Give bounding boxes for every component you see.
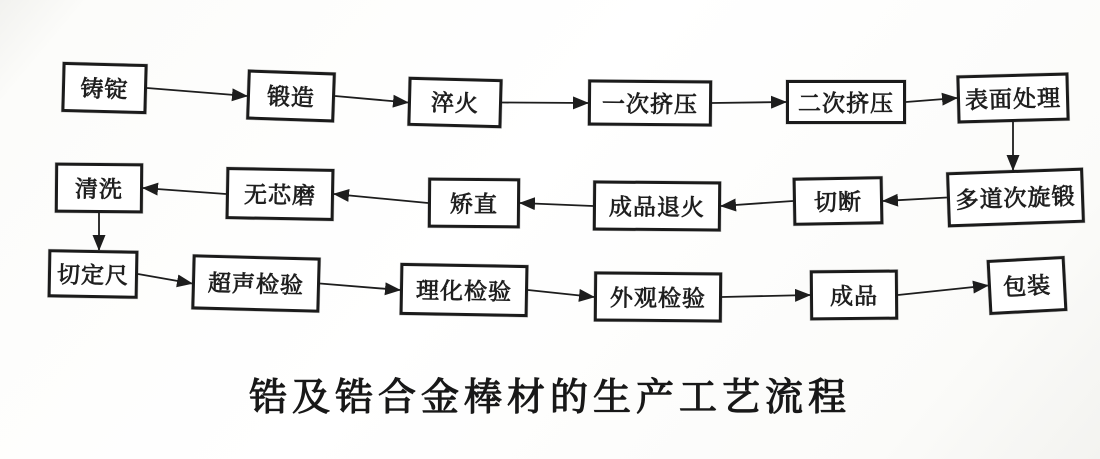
flow-node-cutting: [793, 176, 884, 226]
flow-node-label: 外观检验: [609, 285, 707, 311]
flow-arrow-cast-ingot-to-forging: [147, 88, 247, 96]
flow-arrow-visual-inspection-to-finished-product: [722, 295, 810, 297]
flow-node-label: 成品: [829, 283, 879, 309]
flow-node-label: 一次挤压: [601, 91, 699, 117]
flow-arrow-quenching-to-first-extrusion: [502, 103, 588, 104]
diagram-title: 锆及锆合金棒材的生产工艺流程: [248, 377, 851, 419]
flow-arrow-finished-product-to-packaging: [898, 286, 988, 296]
flow-arrow-first-extrusion-to-second-extrusion: [712, 102, 786, 103]
flow-node-ultrasonic-inspection: [191, 254, 320, 312]
flow-node-product-annealing: [593, 180, 721, 231]
flow-node-label: 成品退火: [608, 194, 706, 220]
flow-node-label: 多道次旋锻: [955, 183, 1076, 214]
flow-arrow-multi-pass-swaging-to-cutting: [883, 198, 947, 202]
flow-node-label: 切定尺: [56, 261, 130, 289]
flow-node-surface-treatment: [956, 73, 1069, 124]
flow-arrow-cut-to-length-to-ultrasonic-inspection: [138, 274, 192, 284]
flow-arrow-second-extrusion-to-surface-treatment: [906, 98, 957, 102]
flow-node-label: 锻造: [266, 83, 316, 111]
flow-node-label: 淬火: [430, 90, 480, 117]
flow-node-cleaning: [55, 163, 143, 214]
flow-node-label: 矫直: [449, 191, 499, 217]
flow-node-label: 二次挤压: [798, 90, 894, 116]
flow-node-label: 切断: [813, 189, 863, 215]
flow-node-straightening: [428, 178, 520, 229]
flow-node-label: 表面处理: [964, 85, 1062, 113]
flow-arrow-straightening-to-centerless-grinding: [334, 194, 428, 203]
flow-node-physical-chemical-inspection: [400, 263, 529, 317]
flow-node-multi-pass-swaging: [946, 168, 1085, 228]
flow-node-label: 清洗: [74, 176, 124, 202]
flow-arrow-centerless-grinding-to-cleaning: [143, 188, 226, 194]
flow-node-label: 超声检验: [207, 270, 305, 299]
flow-node-first-extrusion: [588, 79, 712, 126]
flow-node-quenching: [407, 77, 502, 128]
flow-node-forging: [246, 69, 336, 122]
flow-node-cut-to-length: [48, 249, 139, 299]
flow-arrow-physical-chemical-inspection-to-visual-inspection: [528, 290, 594, 297]
flow-arrow-cutting-to-product-annealing: [721, 201, 793, 206]
flow-node-visual-inspection: [594, 271, 722, 322]
flow-arrow-forging-to-quenching: [335, 96, 408, 103]
flow-node-label: 铸锭: [80, 75, 129, 103]
flow-node-label: 无芯磨: [243, 181, 317, 209]
flow-node-label: 理化检验: [415, 277, 513, 305]
flow-arrow-ultrasonic-inspection-to-physical-chemical-inspection: [320, 284, 400, 291]
flow-node-label: 包装: [1002, 272, 1052, 301]
flow-node-cast-ingot: [61, 62, 147, 114]
flow-node-second-extrusion: [786, 80, 906, 124]
flow-arrow-product-annealing-to-straightening: [520, 203, 593, 206]
flow-node-packaging: [987, 256, 1068, 315]
flow-node-finished-product: [810, 270, 898, 321]
flow-node-centerless-grinding: [226, 167, 335, 221]
